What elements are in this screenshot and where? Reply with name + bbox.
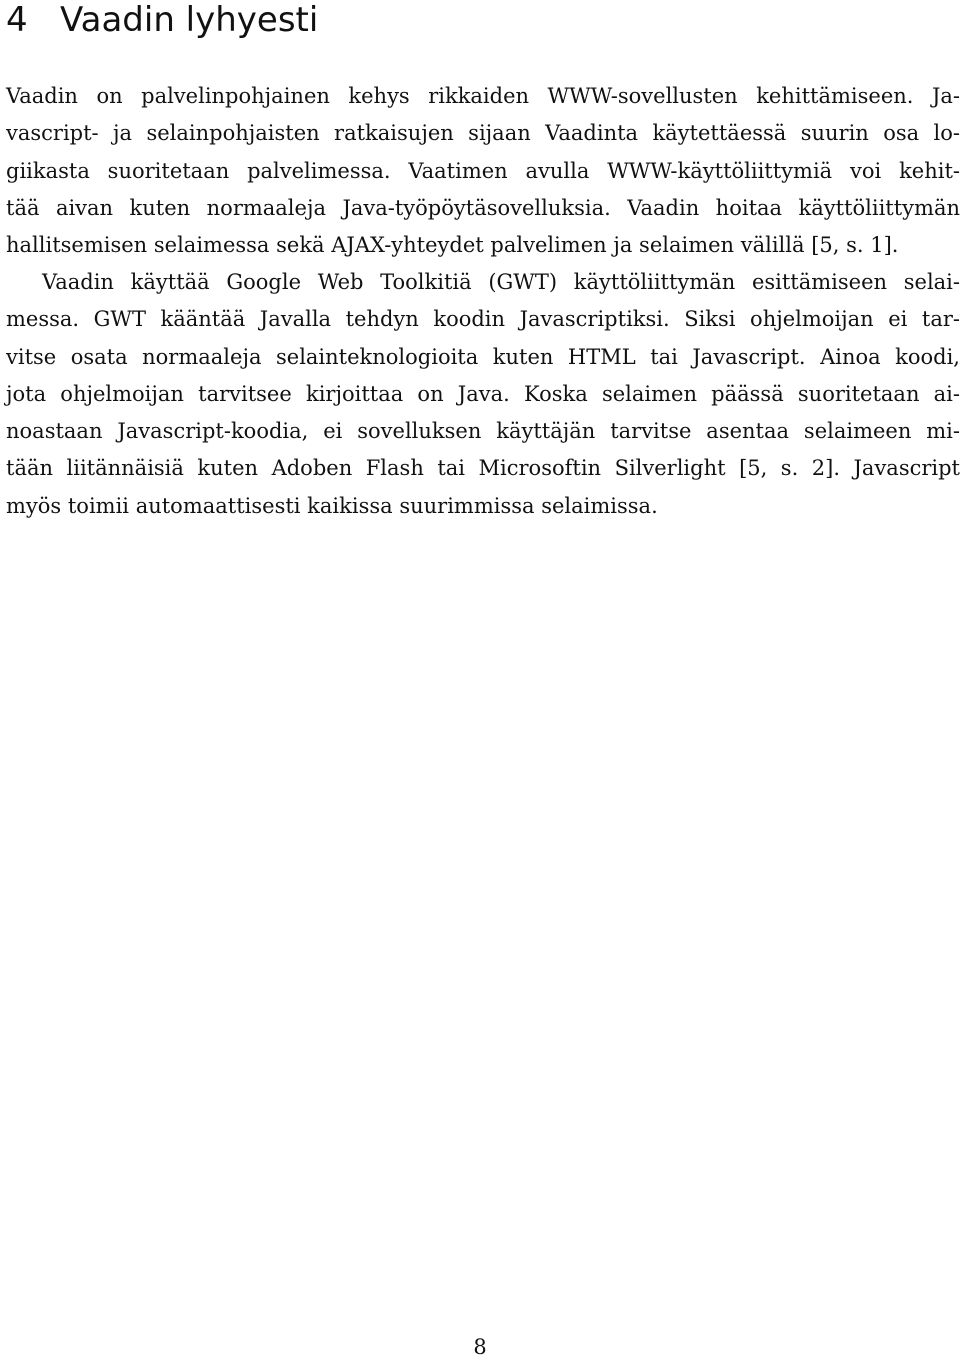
paragraph-line: tään liitännäisiä kuten Adoben Flash tai Microsoftin Silverlight [5, s. 2]. Javascript bbox=[6, 456, 960, 481]
paragraph-line: Vaadin käyttää Google Web Toolkitiä (GWT) käyttöliittymän esittämiseen selai- bbox=[42, 270, 960, 294]
paragraph-line: messa. GWT kääntää Javalla tehdyn koodin Javascriptiksi. Siksi ohjelmoijan ei tar- bbox=[6, 307, 960, 332]
paragraph-line: Vaadin on palvelinpohjainen kehys rikkaiden WWW-sovellusten kehittämiseen. Ja- bbox=[6, 84, 960, 108]
paragraph-line: myös toimii automaattisesti kaikissa suurimmissa selaimissa. bbox=[6, 493, 658, 518]
paragraph-line: noastaan Javascript-koodia, ei sovelluksen käyttäjän tarvitse asentaa selaimeen mi- bbox=[6, 419, 960, 444]
section-title: Vaadin lyhyesti bbox=[60, 0, 319, 40]
page-number: 8 bbox=[473, 1335, 487, 1359]
paragraph-line: hallitsemisen selaimessa sekä AJAX-yhteydet palvelimen ja selaimen välillä [5, s. 1]. bbox=[6, 233, 899, 258]
paragraph-line: vascript- ja selainpohjaisten ratkaisujen sijaan Vaadinta käytettäessä suurin osa lo- bbox=[6, 121, 960, 146]
paragraph-line: tää aivan kuten normaaleja Java-työpöytäsovelluksia. Vaadin hoitaa käyttöliittymän bbox=[6, 195, 960, 220]
paragraph-line: jota ohjelmoijan tarvitsee kirjoittaa on Java. Koska selaimen päässä suoritetaan ai- bbox=[6, 381, 960, 406]
section-number: 4 bbox=[6, 0, 28, 40]
section-heading bbox=[6, 0, 318, 40]
paragraph-1 bbox=[6, 78, 960, 264]
paragraph-line: giikasta suoritetaan palvelimessa. Vaatimen avulla WWW-käyttöliittymiä voi kehit- bbox=[6, 158, 960, 183]
paragraph-line: vitse osata normaaleja selainteknologioita kuten HTML tai Javascript. Ainoa koodi, bbox=[6, 344, 960, 369]
paragraph-2 bbox=[6, 264, 960, 525]
